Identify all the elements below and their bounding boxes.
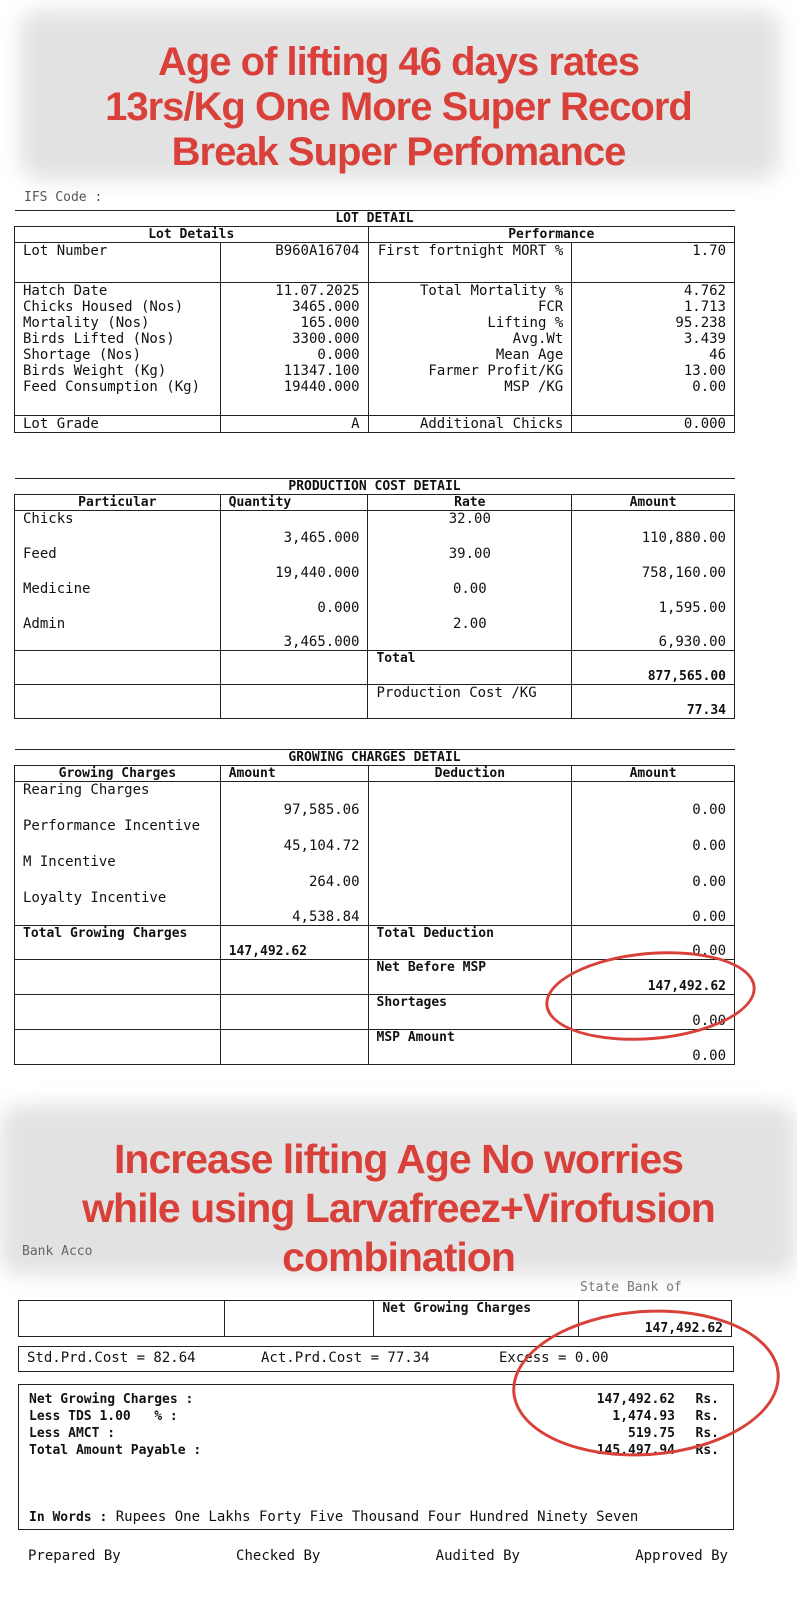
col-header: Deduction — [368, 766, 572, 782]
lot-row-label: Chicks Housed (Nos) — [15, 299, 221, 315]
lot-row-value: 11.07.2025 — [220, 283, 368, 300]
std-prd-cost: Std.Prd.Cost = 82.64 — [27, 1350, 196, 1366]
additional-chicks-label: Additional Chicks — [368, 415, 572, 432]
growing-title: GROWING CHARGES DETAIL — [15, 750, 735, 766]
payable-unit: Rs. — [695, 1443, 719, 1458]
additional-chicks-value: 0.000 — [572, 415, 735, 432]
perf-row-value: 3.439 — [572, 331, 735, 347]
lot-row-value: 3300.000 — [220, 331, 368, 347]
rate-cell: 39.00 — [368, 546, 572, 581]
lot-detail-title: LOT DETAIL — [15, 211, 735, 227]
lot-row-label: Birds Weight (Kg) — [15, 363, 221, 379]
lot-row-value: 3465.000 — [220, 299, 368, 315]
perf-row-value: 0.00 — [572, 379, 735, 415]
net-growing-label: Net Growing Charges — [374, 1301, 579, 1337]
charge-label: Rearing Charges — [15, 782, 221, 818]
headline-top-line: 13rs/Kg One More Super Record — [105, 84, 692, 129]
lot-row-label: Feed Consumption (Kg) — [15, 379, 221, 415]
lot-detail-table — [14, 210, 735, 433]
particular-cell: Feed — [15, 546, 221, 581]
audited-by: Audited By — [435, 1548, 520, 1564]
signature-row — [28, 1548, 728, 1564]
lot-row-value: 0.000 — [220, 347, 368, 363]
total-growing-label: Total Growing Charges — [15, 926, 221, 960]
ff-mort-value: 1.70 — [572, 243, 735, 283]
lot-grade-value: A — [220, 415, 368, 432]
production-title: PRODUCTION COST DETAIL — [15, 479, 735, 495]
rate-cell: 2.00 — [368, 616, 572, 651]
deduction-amount: 0.00 — [572, 854, 735, 890]
net-before-msp-value: 147,492.62 — [572, 960, 735, 995]
headline-top — [0, 40, 797, 174]
payable-labels — [29, 1391, 201, 1459]
perf-row-label: Farmer Profit/KG — [368, 363, 572, 379]
bank-name: State Bank of — [580, 1280, 682, 1295]
deduction-amount: 0.00 — [572, 782, 735, 818]
ff-mort-label: First fortnight MORT % — [368, 243, 572, 283]
col-header: Amount — [572, 766, 735, 782]
prepared-by: Prepared By — [28, 1548, 121, 1564]
production-cost-table — [14, 478, 735, 719]
payable-value: 519.75 — [628, 1426, 675, 1441]
perf-row-label: Total Mortality % — [368, 283, 572, 300]
col-header: Particular — [15, 495, 221, 511]
total-deduction-label: Total Deduction — [368, 926, 572, 960]
amount-cell: 110,880.00 — [572, 511, 735, 546]
perf-row-label: FCR — [368, 299, 572, 315]
payable-value: 147,492.62 — [596, 1392, 675, 1407]
cost-per-kg-value: 77.34 — [572, 685, 735, 719]
in-words-label: In Words : — [29, 1510, 108, 1525]
lot-row-value: 11347.100 — [220, 363, 368, 379]
headline-mid-line: combination — [282, 1234, 515, 1281]
bank-account-label: Bank Acco — [22, 1244, 93, 1259]
charge-amount: 45,104.72 — [220, 818, 368, 854]
amount-cell: 758,160.00 — [572, 546, 735, 581]
col-header: Amount — [572, 495, 735, 511]
shortages-label: Shortages — [368, 995, 572, 1030]
total-deduction-value: 0.00 — [572, 926, 735, 960]
col-header: Quantity — [220, 495, 368, 511]
payable-unit: Rs. — [695, 1392, 719, 1407]
rate-cell: 0.00 — [368, 581, 572, 616]
perf-row-value: 4.762 — [572, 283, 735, 300]
perf-row-label: Mean Age — [368, 347, 572, 363]
perf-row-label: Avg.Wt — [368, 331, 572, 347]
payable-unit: Rs. — [695, 1426, 719, 1441]
payable-value: 145,497.94 — [596, 1443, 675, 1458]
lot-number-value: B960A16704 — [220, 243, 368, 283]
payable-label: Less AMCT : — [29, 1426, 116, 1441]
charge-label: Performance Incentive — [15, 818, 221, 854]
charge-label: Loyalty Incentive — [15, 890, 221, 926]
quantity-cell: 0.000 — [220, 581, 368, 616]
quantity-cell: 19,440.000 — [220, 546, 368, 581]
perf-row-value: 13.00 — [572, 363, 735, 379]
headline-mid-line: Increase lifting Age No worries — [114, 1136, 683, 1182]
shortages-value: 0.00 — [572, 995, 735, 1030]
deduction-amount: 0.00 — [572, 818, 735, 854]
charge-amount: 4,538.84 — [220, 890, 368, 926]
perf-row-value: 95.238 — [572, 315, 735, 331]
lot-number-label: Lot Number — [15, 243, 221, 283]
net-growing-value: 147,492.62 — [579, 1301, 732, 1337]
act-prd-cost: Act.Prd.Cost = 77.34 — [261, 1350, 430, 1366]
perf-row-value: 46 — [572, 347, 735, 363]
headline-top-line: Break Super Perfomance — [171, 129, 626, 174]
lot-row-label: Shortage (Nos) — [15, 347, 221, 363]
col-header: Rate — [368, 495, 572, 511]
particular-cell: Chicks — [15, 511, 221, 546]
cost-per-kg-label: Production Cost /KG — [368, 685, 572, 719]
col-header: Growing Charges — [15, 766, 221, 782]
msp-amount-value: 0.00 — [572, 1030, 735, 1065]
headline-mid-line: while using Larvafreez+Virofusion — [82, 1185, 715, 1232]
rate-cell: 32.00 — [368, 511, 572, 546]
lot-row-value: 165.000 — [220, 315, 368, 331]
total-growing-value: 147,492.62 — [220, 926, 368, 960]
perf-row-value: 1.713 — [572, 299, 735, 315]
payable-label: Less TDS 1.00 % : — [29, 1409, 178, 1424]
msp-amount-label: MSP Amount — [368, 1030, 572, 1065]
payable-value: 1,474.93 — [612, 1409, 675, 1424]
charge-label: M Incentive — [15, 854, 221, 890]
performance-header: Performance — [368, 227, 734, 243]
payable-label: Net Growing Charges : — [29, 1392, 194, 1407]
production-total-label: Total — [368, 651, 572, 685]
quantity-cell: 3,465.000 — [220, 511, 368, 546]
lot-row-value: 19440.000 — [220, 379, 368, 415]
perf-row-label: Lifting % — [368, 315, 572, 331]
quantity-cell: 3,465.000 — [220, 616, 368, 651]
particular-cell: Admin — [15, 616, 221, 651]
particular-cell: Medicine — [15, 581, 221, 616]
lot-row-label: Mortality (Nos) — [15, 315, 221, 331]
amount-cell: 1,595.00 — [572, 581, 735, 616]
deduction-amount: 0.00 — [572, 890, 735, 926]
col-header: Amount — [220, 766, 368, 782]
in-words-row — [29, 1509, 638, 1525]
lot-grade-label: Lot Grade — [15, 415, 221, 432]
ifs-code-label: IFS Code : — [24, 190, 103, 205]
net-before-msp-label: Net Before MSP — [368, 960, 572, 995]
perf-row-label: MSP /KG — [368, 379, 572, 415]
lot-row-label: Birds Lifted (Nos) — [15, 331, 221, 347]
checked-by: Checked By — [236, 1548, 321, 1564]
payable-unit: Rs. — [695, 1409, 719, 1424]
headline-top-line: Age of lifting 46 days rates — [157, 40, 640, 84]
payable-label: Total Amount Payable : — [29, 1443, 202, 1458]
charge-amount: 97,585.06 — [220, 782, 368, 818]
lot-details-header: Lot Details — [15, 227, 369, 243]
amount-cell: 6,930.00 — [572, 616, 735, 651]
approved-by: Approved By — [635, 1548, 728, 1564]
charge-amount: 264.00 — [220, 854, 368, 890]
in-words-value: Rupees One Lakhs Forty Five Thousand Four Hundred Ninety Seven — [115, 1509, 639, 1525]
excess-cost: Excess = 0.00 — [499, 1350, 609, 1366]
headline-middle — [0, 1135, 797, 1283]
lot-row-label: Hatch Date — [15, 283, 221, 300]
production-total-value: 877,565.00 — [572, 651, 735, 685]
